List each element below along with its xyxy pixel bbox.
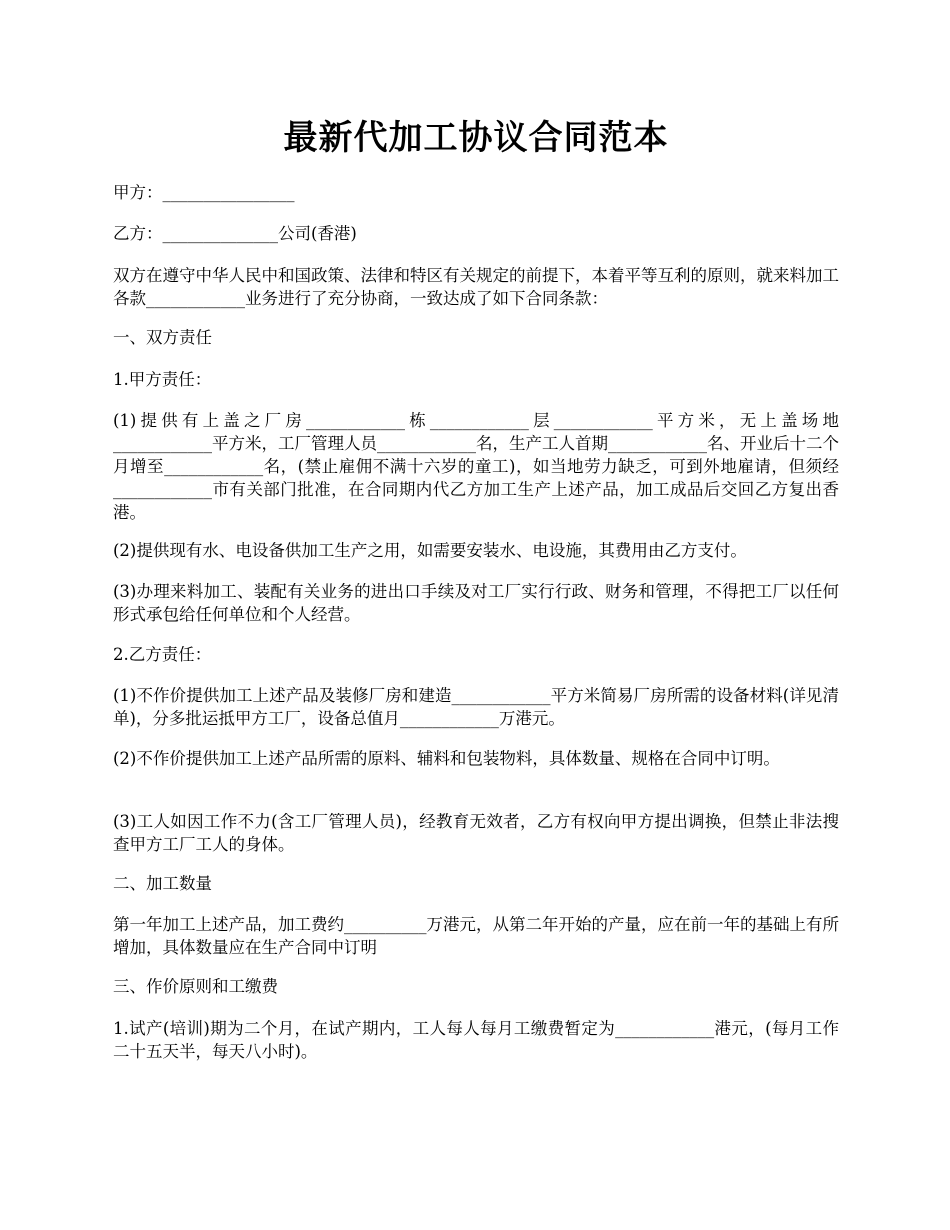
section-heading-quantity: 二、加工数量 <box>113 874 212 893</box>
party-a-clause-3: (3)办理来料加工、装配有关业务的进出口手续及对工厂实行行政、财务和管理，不得把工厂以任何形式承包给任何单位和个人经营。 <box>113 582 839 624</box>
party-a-clause-1: (1)提供有上盖之厂房____________栋____________层____________平方米，无上盖场地____________平方米，工厂管理人员____________名，生产工人首期____________名、开业后十二个月增至____________名，(禁止雇佣不满十六岁的童工)，如当地劳力缺乏，可到外地雇请，但须经____________市有关部门批准，在合同期内代乙方加工生产上述产品，加工成品后交回乙方复出香港。 <box>113 411 839 522</box>
pricing-clause-1: 1.试产(培训)期为二个月，在试产期内，工人每人每月工缴费暂定为____________港元，(每月工作二十五天半，每天八小时)。 <box>113 1019 839 1061</box>
party-a-clause-2: (2)提供现有水、电设备供加工生产之用，如需要安装水、电设施，其费用由乙方支付。 <box>113 541 747 560</box>
section-heading-pricing: 三、作价原则和工缴费 <box>113 977 278 996</box>
subheading-party-a: 1.甲方责任： <box>113 370 212 389</box>
preamble-paragraph: 双方在遵守中华人民中和国政策、法律和特区有关规定的前提下，本着平等互利的原则，就来料加工各款____________业务进行了充分协商，一致达成了如下合同条款： <box>113 266 839 308</box>
party-a-line: 甲方：________________ <box>113 183 295 202</box>
subheading-party-b: 2.乙方责任： <box>113 645 212 664</box>
section-heading-responsibilities: 一、双方责任 <box>113 328 212 347</box>
party-b-clause-3: (3)工人如因工作不力(含工厂管理人员)，经教育无效者，乙方有权向甲方提出调换，但禁止非法搜查甲方工厂工人的身体。 <box>113 812 839 854</box>
party-b-clause-2: (2)不作价提供加工上述产品所需的原料、辅料和包装物料，具体数量、规格在合同中订明。 <box>113 749 780 768</box>
document-title: 最新代加工协议合同范本 <box>283 118 669 158</box>
party-b-clause-1: (1)不作价提供加工上述产品及装修厂房和建造____________平方米简易厂房所需的设备材料(详见清单)，分多批运抵甲方工厂，设备总值月____________万港元。 <box>113 686 839 728</box>
party-b-line: 乙方：______________公司(香港) <box>113 224 357 243</box>
quantity-paragraph: 第一年加工上述产品，加工费约__________万港元，从第二年开始的产量，应在前一年的基础上有所增加，具体数量应在生产合同中订明 <box>113 915 839 957</box>
